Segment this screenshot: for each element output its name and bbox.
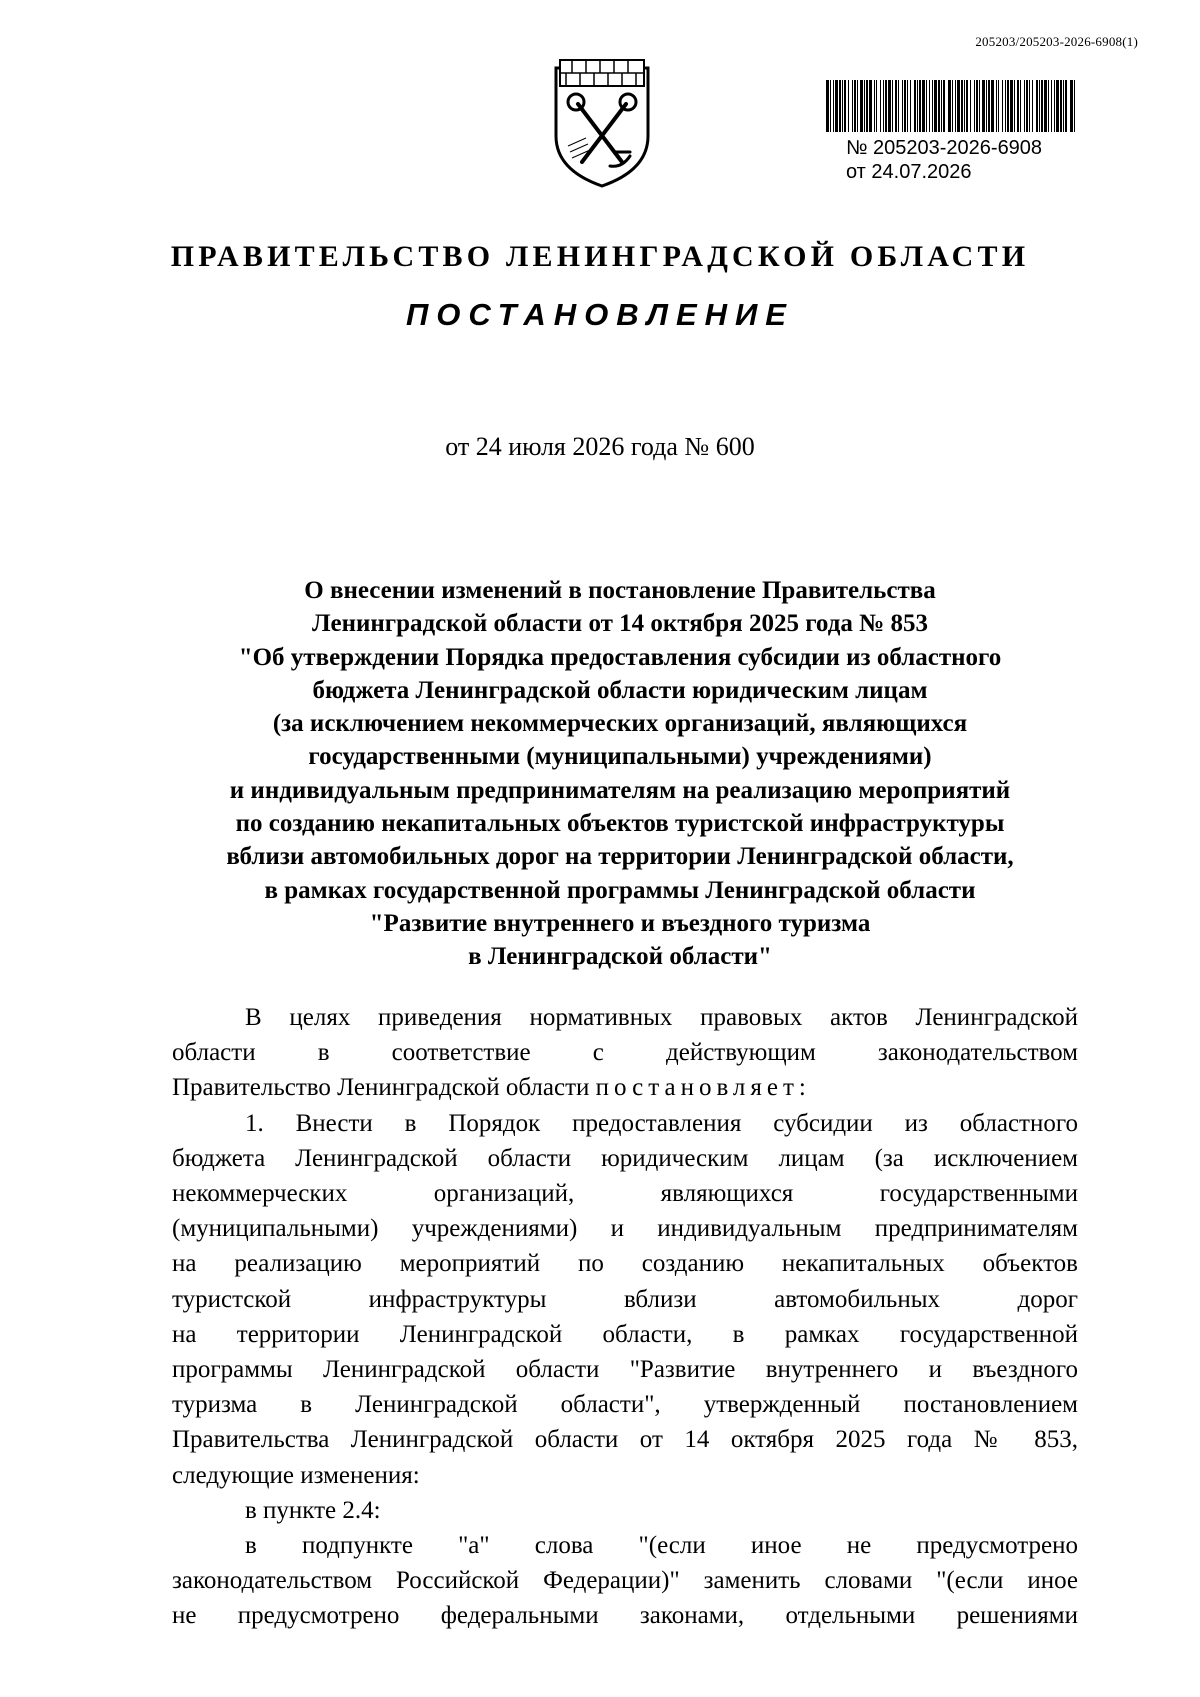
body-line: в подпункте "а" слова "(если иное не предусмотрено — [245, 1532, 1078, 1560]
body-line: некоммерческих организаций, являющихся государственными — [172, 1180, 1078, 1208]
document-tracking-id: 205203/205203-2026-6908(1) — [975, 34, 1138, 49]
heading-line: государственными (муниципальными) учреждениями) — [308, 743, 932, 771]
heading-line: и индивидуальным предпринимателям на реализацию мероприятий — [229, 776, 1011, 804]
document-date-number: от 24 июля 2026 года № 600 — [445, 432, 755, 461]
heading-line: Ленинградской области от 14 октября 2025 года № 853 — [312, 610, 928, 638]
heading-line: "Развитие внутреннего и въездного туризма — [369, 909, 871, 937]
body-line: Правительства Ленинградской области от 14 октября 2025 года № 853, — [172, 1426, 1078, 1454]
registration-number: № 205203-2026-6908 — [846, 137, 1043, 159]
registration-info — [846, 136, 1042, 184]
body-line: законодательством Российской Федерации)" заменить словами "(если иное — [172, 1567, 1078, 1595]
leningrad-oblast-coat-of-arms-icon — [550, 58, 654, 190]
body-line: области в соответствие с действующим законодательством — [172, 1039, 1078, 1067]
body-line: В целях приведения нормативных правовых актов Ленинградской — [245, 1004, 1078, 1031]
document-heading — [170, 574, 1070, 974]
body-line: туризма в Ленинградской области", утвержденный постановлением — [172, 1391, 1078, 1419]
body-line: туристской инфраструктуры вблизи автомобильных дорог — [172, 1285, 1078, 1313]
body-line: на реализацию мероприятий по созданию некапитальных объектов — [172, 1250, 1078, 1278]
body-line: следующие изменения: — [172, 1461, 420, 1489]
body-line: не предусмотрено федеральными законами, отдельными решениями — [172, 1602, 1078, 1630]
heading-line: бюджета Ленинградской области юридическим лицам — [312, 676, 928, 704]
document-body — [172, 1000, 1078, 1634]
body-line — [172, 1070, 1078, 1105]
resolves-word: постановляет: — [595, 1074, 811, 1102]
barcode-icon — [826, 80, 1076, 132]
heading-line: по созданию некапитальных объектов туристской инфраструктуры — [235, 810, 1005, 838]
body-line: программы Ленинградской области "Развитие внутреннего и въездного — [172, 1356, 1078, 1384]
government-title: ПРАВИТЕЛЬСТВО ЛЕНИНГРАДСКОЙ ОБЛАСТИ — [170, 240, 1030, 273]
heading-line: вблизи автомобильных дорог на территории Ленинградской области, — [226, 843, 1014, 871]
body-line: 1. Внести в Порядок предоставления субсидии из областного — [245, 1109, 1078, 1137]
heading-line: в рамках государственной программы Ленинградской области — [264, 876, 976, 904]
body-line: в пункте 2.4: — [245, 1496, 381, 1524]
heading-line: в Ленинградской области" — [468, 943, 772, 971]
registration-date: от 24.07.2026 — [846, 161, 972, 183]
body-line: на территории Ленинградской области, в рамках государственной — [172, 1320, 1078, 1348]
heading-line: "Об утверждении Порядка предоставления субсидии из областного — [238, 643, 1002, 671]
document-type: ПОСТАНОВЛЕНИЕ — [406, 297, 794, 332]
body-line: (муниципальными) учреждениями) и индивидуальным предпринимателям — [172, 1215, 1078, 1243]
heading-line: О внесении изменений в постановление Правительства — [304, 577, 936, 604]
heading-line: (за исключением некоммерческих организаций, являющихся — [272, 710, 968, 738]
body-line: бюджета Ленинградской области юридическим лицам (за исключением — [172, 1144, 1078, 1172]
body-line-part: Правительство Ленинградской области — [172, 1074, 590, 1102]
